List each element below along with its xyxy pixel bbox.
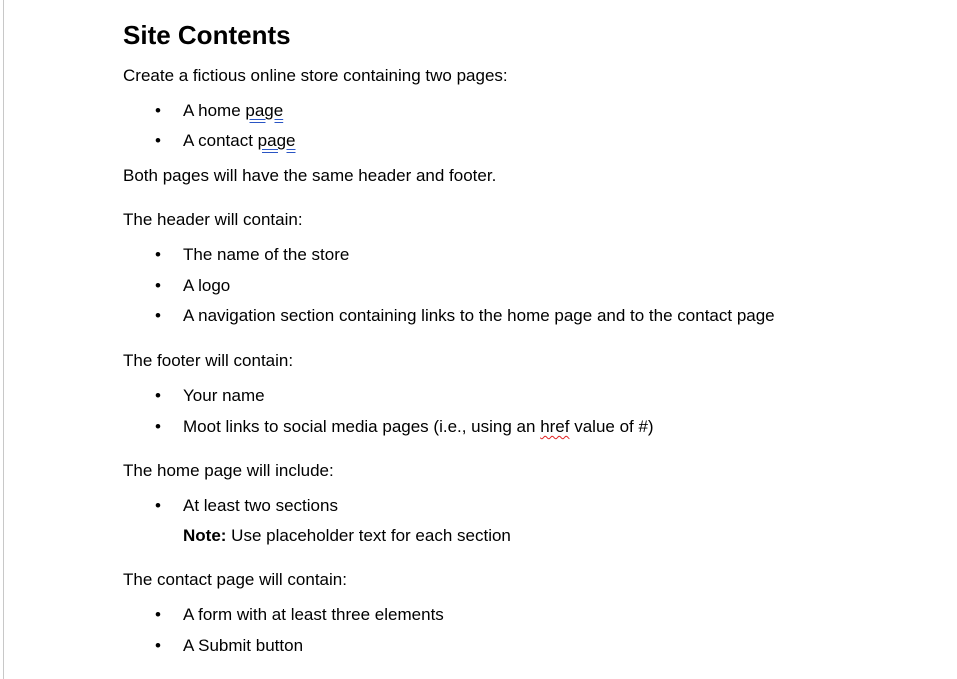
list-item [155,306,775,326]
note-label: Note: [183,526,227,545]
page-left-edge [3,0,4,679]
list-item [155,131,296,151]
note-text: Use placeholder text for each section [226,526,511,545]
bullet-icon: • [155,276,161,295]
list-item [155,417,654,437]
both-pages-paragraph: Both pages will have the same header and footer. [123,166,497,185]
bullet-icon: • [155,417,161,436]
list-item [155,101,284,121]
list-item-text: A navigation section containing links to the home page and to the contact page [183,306,775,325]
bullet-icon: • [155,131,161,150]
list-item-text: value of #) [569,417,654,436]
list-item-text: At least two sections [183,496,338,515]
grammar-flagged-word[interactable]: page [245,101,284,120]
list-item-text: A Submit button [183,636,304,655]
bullet-icon: • [155,496,161,515]
grammar-flagged-word[interactable]: page [257,131,296,150]
page-title: Site Contents [123,20,291,50]
bullet-icon: • [155,636,161,655]
list-item-text: Moot links to social media pages (i.e., using an [183,417,541,436]
list-item [155,245,350,265]
list-item [155,636,304,656]
spelling-flagged-word[interactable]: href [540,417,570,436]
list-item [155,386,265,406]
list-item-text: A contact [183,131,258,150]
intro-paragraph: Create a fictious online store containing two pages: [123,66,508,85]
note-paragraph [183,526,511,546]
list-item [155,276,231,296]
home-intro-paragraph: The home page will include: [123,461,334,480]
bullet-icon: • [155,605,161,624]
bullet-icon: • [155,101,161,120]
list-item-text: Your name [183,386,265,405]
footer-intro-paragraph: The footer will contain: [123,351,294,370]
list-item-text: A logo [183,276,231,295]
list-item-text: A form with at least three elements [183,605,444,624]
bullet-icon: • [155,386,161,405]
bullet-icon: • [155,245,161,264]
list-item [155,496,338,516]
list-item-text: A home [183,101,246,120]
header-intro-paragraph: The header will contain: [123,210,303,229]
list-item [155,605,444,625]
contact-intro-paragraph: The contact page will contain: [123,570,347,589]
bullet-icon: • [155,306,161,325]
list-item-text: The name of the store [183,245,350,264]
